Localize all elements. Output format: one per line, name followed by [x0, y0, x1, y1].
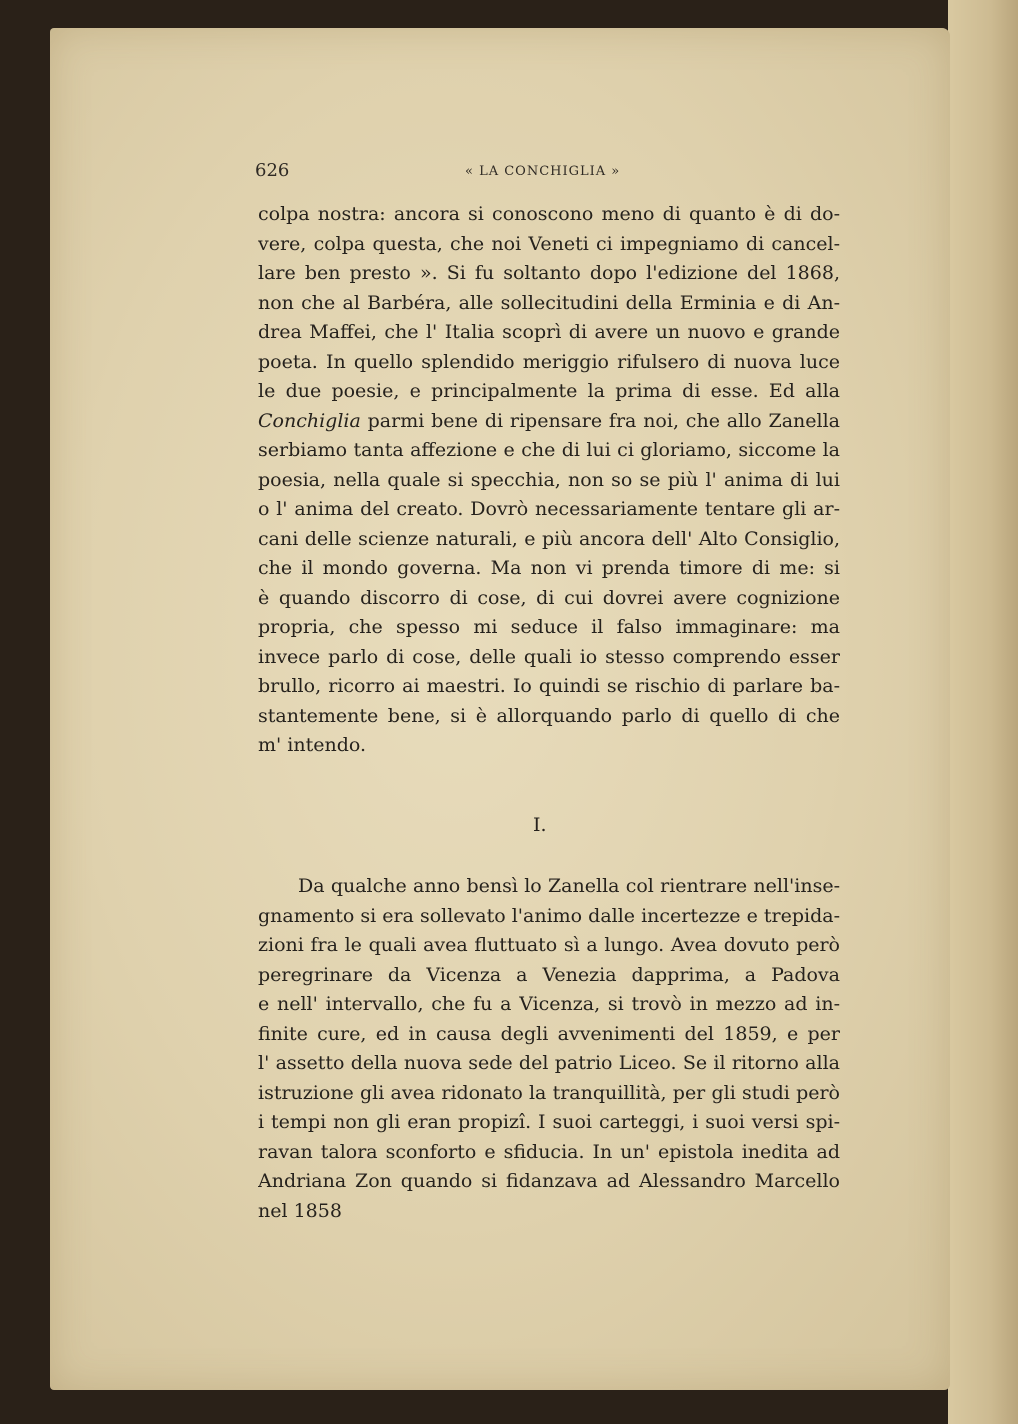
- text-line: Da qualche anno bensì lo Zanella col rientrare nell'inse-: [298, 875, 840, 897]
- section-heading: I.: [533, 814, 547, 836]
- text-line: gnamento si era sollevato l'animo dalle incertezze e trepida-: [258, 904, 840, 927]
- text-line: propria, che spesso mi seduce il falso immaginare: ma: [258, 616, 840, 638]
- running-title: « LA CONCHIGLIA »: [465, 164, 621, 179]
- text-line: invece parlo di cose, delle quali io stesso comprendo esser: [258, 645, 840, 668]
- text-line: che il mondo governa. Ma non vi prenda timore di me: si: [258, 557, 840, 579]
- text-line-with-italic: [258, 407, 840, 437]
- text-line: cani delle scienze naturali, e più ancora dell' Alto Consiglio,: [258, 527, 840, 550]
- text-line: o l' anima del creato. Dovrò necessariamente tentare gli ar-: [258, 498, 840, 520]
- text-line: non che al Barbéra, alle sollecitudini della Erminia e di An-: [258, 291, 840, 314]
- text-line: poeta. In quello splendido meriggio rifulsero di nuova luce: [258, 350, 840, 373]
- text-line: vere, colpa questa, che noi Veneti ci impegniamo di cancel-: [258, 232, 840, 255]
- paragraph-1: [258, 200, 840, 761]
- text-line: i tempi non gli eran propizî. I suoi carteggi, i suoi versi spi-: [258, 1111, 840, 1133]
- text-line: ravan talora sconforto e sfiducia. In un' epistola inedita ad: [258, 1140, 840, 1163]
- text-line: nel 1858: [258, 1199, 342, 1222]
- text-line: e nell' intervallo, che fu a Vicenza, si trovò in mezzo ad in-: [258, 993, 840, 1015]
- text-line: colpa nostra: ancora si conoscono meno di quanto è di do-: [258, 203, 840, 225]
- text-line: lare ben presto ». Si fu soltanto dopo l'edizione del 1868,: [258, 262, 840, 284]
- page-header: [255, 160, 845, 190]
- text-line: drea Maffei, che l' Italia scoprì di avere un nuovo e grande: [258, 321, 840, 343]
- text-line: istruzione gli avea ridonato la tranquillità, per gli studi però: [258, 1081, 840, 1104]
- text-line: è quando discorro di cose, di cui dovrei avere cognizione: [258, 586, 840, 609]
- text-line: finite cure, ed in causa degli avvenimenti del 1859, e per: [258, 1022, 840, 1045]
- text-line: Andriana Zon quando si fidanzava ad Alessandro Marcello: [258, 1170, 840, 1192]
- text-line: m' intendo.: [258, 734, 367, 756]
- text-line-rest: parmi bene di ripensare fra noi, che allo Zanella: [367, 409, 840, 432]
- page-number: 626: [255, 160, 290, 181]
- text-line: stantemente bene, si è allorquando parlo di quello di che: [258, 704, 840, 727]
- text-line: poesia, nella quale si specchia, non so se più l' anima di lui: [258, 468, 840, 491]
- text-line: l' assetto della nuova sede del patrio Liceo. Se il ritorno alla: [258, 1052, 840, 1074]
- text-line: peregrinare da Vicenza a Venezia dapprima, a Padova: [258, 963, 840, 986]
- text-line: zioni fra le quali avea fluttuato sì a lungo. Avea dovuto però: [258, 934, 840, 956]
- next-page-edge: [948, 0, 1018, 1424]
- italic-title: Conchiglia: [258, 409, 361, 432]
- text-line: serbiamo tanta affezione e che di lui ci gloriamo, siccome la: [258, 439, 840, 461]
- text-line: le due poesie, e principalmente la prima di esse. Ed alla: [258, 380, 840, 402]
- text-line: brullo, ricorro ai maestri. Io quindi se rischio di parlare ba-: [258, 675, 840, 697]
- paragraph-2: [258, 872, 840, 1226]
